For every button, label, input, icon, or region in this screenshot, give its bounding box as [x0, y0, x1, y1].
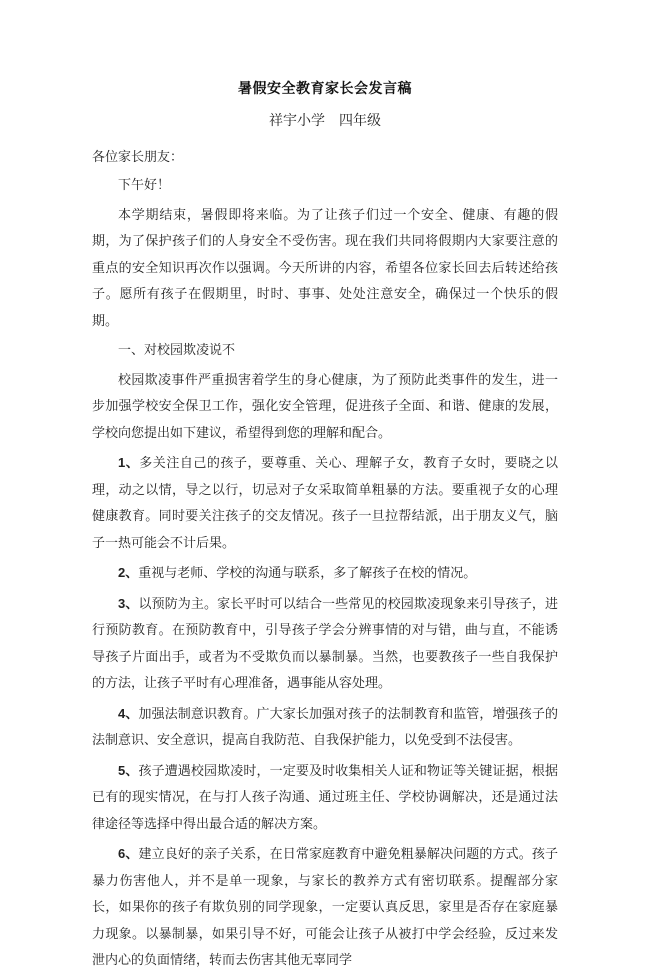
item-number: 1、	[118, 455, 140, 470]
greeting: 下午好！	[118, 178, 171, 193]
list-item	[92, 841, 558, 975]
salutation: 各位家长朋友：	[92, 150, 184, 165]
section-heading: 一、对校园欺凌说不	[118, 343, 236, 358]
list-item	[92, 758, 558, 839]
item-number: 6、	[118, 846, 139, 861]
list-item	[92, 591, 558, 698]
item-text: 以预防为主。家长平时可以结合一些常见的校园欺凌现象来引导孩子，进行预防教育。在预防教育中，引导孩子学会分辨事情的对与错，曲与直，不能诱导孩子片面出手，或者为不受欺负而以暴制暴。当然，也要教孩子一些自我保护的方法，让孩子平时有心理准备，遇事能从容处理。	[92, 596, 558, 691]
document-title: 暑假安全教育家长会发言稿	[238, 81, 412, 97]
list-item	[92, 560, 558, 588]
item-number: 4、	[118, 705, 139, 721]
item-text: 多关注自己的孩子，要尊重、关心、理解子女，教育子女时，要晓之以理，动之以情，导之以行，切忌对子女采取简单粗暴的方法。要重视子女的心理健康教育。同时要关注孩子的交友情况。孩子一旦拉帮结派，出于朋友义气，脑子一热可能会不计后果。	[92, 456, 558, 551]
item-text: 孩子遭遇校园欺凌时，一定要及时收集相关人证和物证等关键证据，根据已有的现实情况，在与打人孩子沟通、通过班主任、学校协调解决，还是通过法律途径等选择中得出最合适的解决方案。	[92, 763, 558, 832]
list-item	[92, 450, 558, 557]
intro-paragraph: 本学期结束，暑假即将来临。为了让孩子们过一个安全、健康、有趣的假期，为了保护孩子们的人身安全不受伤害。现在我们共同将假期内大家要注意的重点的安全知识再次作以强调。今天所讲的内容，希望各位家长回去后转述给孩子。愿所有孩子在假期里，时时、事事、处处注意安全，确保过一个快乐的假期。	[92, 207, 558, 329]
item-text: 建立良好的亲子关系，在日常家庭教育中避免粗暴解决问题的方式。孩子暴力伤害他人，并不是单一现象，与家长的教养方式有密切联系。提醒部分家长，如果你的孩子有欺负别的同学现象，一定要认真反思，家里是否存在家庭暴力现象。以暴制暴，如果引导不好，可能会让孩子从被打中学会经验，反过来发泄内心的负面情绪，转而去伤害其他无辜同学	[92, 847, 558, 968]
section-intro-paragraph: 校园欺凌事件严重损害着学生的身心健康，为了预防此类事件的发生，进一步加强学校安全保卫工作，强化安全管理，促进孩子全面、和谐、健康的发展，学校向您提出如下建议，希望得到您的理解和配合。	[92, 372, 558, 441]
document-subtitle: 祥宇小学 四年级	[269, 113, 381, 129]
item-number: 3、	[118, 595, 139, 611]
item-number: 2、	[118, 565, 139, 580]
item-text: 加强法制意识教育。广大家长加强对孩子的法制教育和监管，增强孩子的法制意识、安全意识，提高自我防范、自我保护能力，以免受到不法侵害。	[92, 706, 558, 748]
item-text: 重视与老师、学校的沟通与联系，多了解孩子在校的情况。	[138, 566, 477, 581]
item-number: 5、	[118, 762, 139, 778]
list-item	[92, 701, 558, 755]
